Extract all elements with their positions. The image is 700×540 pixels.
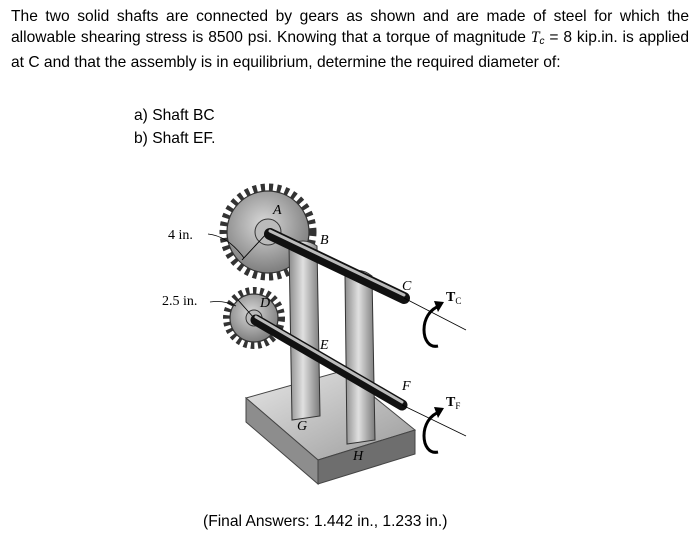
- part-b-label: b): [134, 130, 148, 147]
- post-h: [345, 271, 375, 445]
- part-a-text: Shaft BC: [152, 107, 215, 124]
- torque-label-c-main: T: [446, 290, 456, 305]
- final-answers: (Final Answers: 1.442 in., 1.233 in.): [203, 513, 448, 530]
- torque-label-f-sub: F: [455, 401, 461, 411]
- torque-label-c-sub: C: [455, 296, 462, 306]
- torque-symbol: T: [530, 29, 540, 46]
- torque-label-f: [446, 395, 460, 411]
- torque-arrow-f-icon: [424, 412, 440, 452]
- label-d: D: [260, 296, 271, 311]
- torque-label-c: [446, 290, 461, 306]
- label-b: B: [320, 233, 329, 248]
- torque-label-f-main: T: [446, 395, 456, 410]
- gear-shaft-figure: [150, 158, 490, 488]
- label-g: G: [297, 419, 308, 434]
- torque-subscript: c: [539, 36, 545, 47]
- base-block: [246, 371, 415, 484]
- post-g: [289, 241, 320, 420]
- problem-text-1: The two solid shafts are connected by gears as shown and are made of steel for which the allowable shearing stress is 8500 psi. Knowing that a torque of magnitude: [11, 8, 689, 46]
- parts-list: [134, 104, 216, 150]
- label-c: C: [402, 279, 412, 294]
- label-e: E: [320, 338, 329, 353]
- part-b: [134, 127, 216, 150]
- dim-label-4in: 4 in.: [168, 228, 193, 243]
- problem-statement: [11, 6, 689, 73]
- dim-label-2-5in: 2.5 in.: [162, 294, 198, 309]
- part-b-text: Shaft EF.: [152, 130, 216, 147]
- label-f: F: [402, 379, 411, 394]
- problem-text-2: = 8 kip.in. is applied at C and that the assembly is in equilibrium, determine the required diameter of:: [11, 29, 689, 71]
- torque-arrow-c-icon: [424, 306, 440, 346]
- part-a-label: a): [134, 107, 148, 124]
- label-h: H: [353, 449, 364, 464]
- part-a: [134, 104, 216, 127]
- label-a: A: [273, 203, 282, 218]
